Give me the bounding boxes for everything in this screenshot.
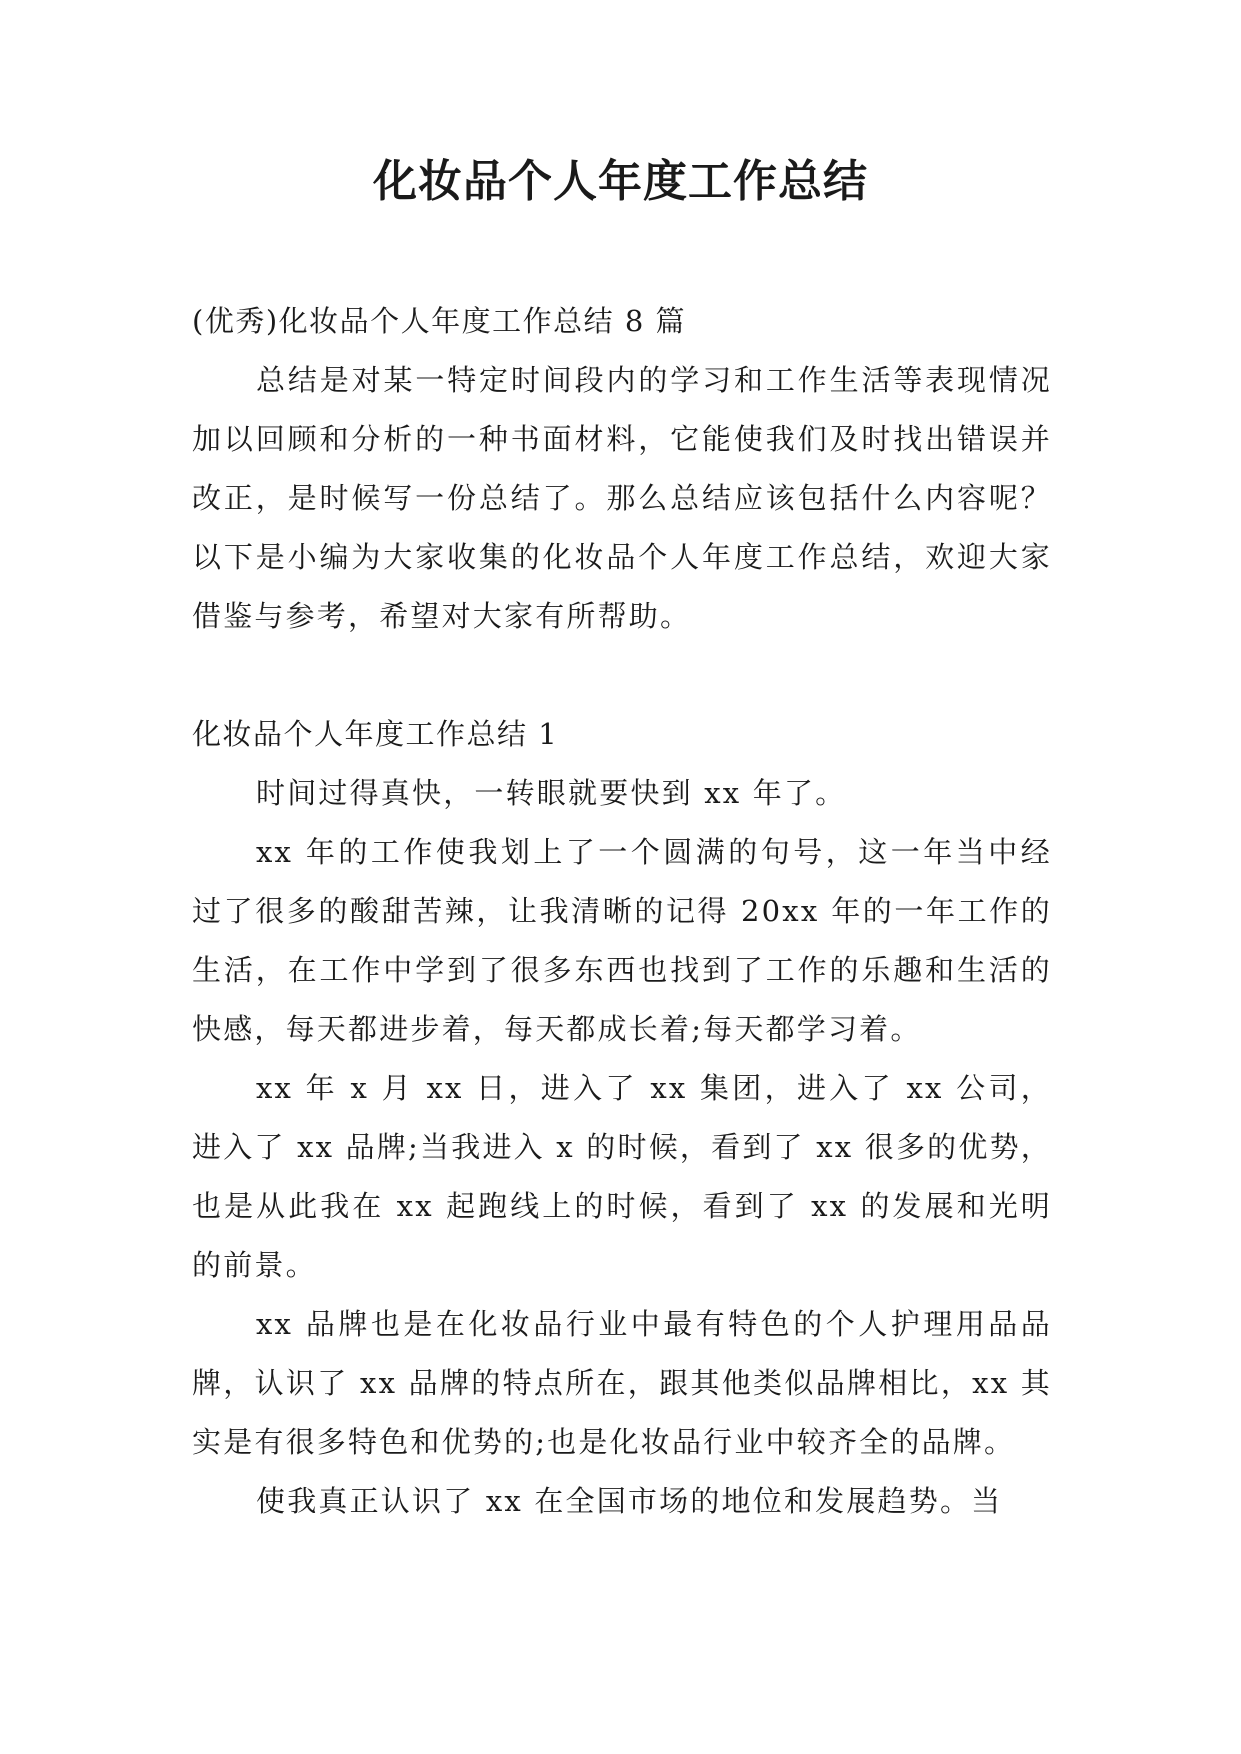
document-title: 化妆品个人年度工作总结	[373, 156, 868, 207]
intro-paragraph: 总结是对某一特定时间段内的学习和工作生活等表现情况加以回顾和分析的一种书面材料，它能使我们及时找出错误并改正，是时候写一份总结了。那么总结应该包括什么内容呢？以下是小编为大家收集的化妆品个人年度工作总结，欢迎大家借鉴与参考，希望对大家有所帮助。	[192, 363, 1052, 633]
document-subtitle: (优秀)化妆品个人年度工作总结 8 篇	[192, 304, 687, 338]
section-spacer	[192, 646, 1052, 705]
document-body	[192, 292, 1052, 1531]
body-paragraph: xx 品牌也是在化妆品行业中最有特色的个人护理用品品牌，认识了 xx 品牌的特点所在，跟其他类似品牌相比，xx 其实是有很多特色和优势的;也是化妆品行业中较齐全的品牌。	[192, 1307, 1052, 1459]
body-paragraph: xx 年的工作使我划上了一个圆满的句号，这一年当中经过了很多的酸甜苦辣，让我清晰的记得 20xx 年的一年工作的生活，在工作中学到了很多东西也找到了工作的乐趣和生活的快感，每天都进步着，每天都成长着;每天都学习着。	[192, 835, 1052, 1046]
body-paragraph: xx 年 x 月 xx 日，进入了 xx 集团，进入了 xx 公司，进入了 xx 品牌;当我进入 x 的时候，看到了 xx 很多的优势，也是从此我在 xx 起跑线上的时候，看到了 xx 的发展和光明的前景。	[192, 1071, 1052, 1282]
body-paragraph: 使我真正认识了 xx 在全国市场的地位和发展趋势。当	[256, 1484, 1003, 1518]
body-paragraph: 时间过得真快，一转眼就要快到 xx 年了。	[256, 776, 847, 810]
section-heading: 化妆品个人年度工作总结 1	[192, 717, 559, 751]
